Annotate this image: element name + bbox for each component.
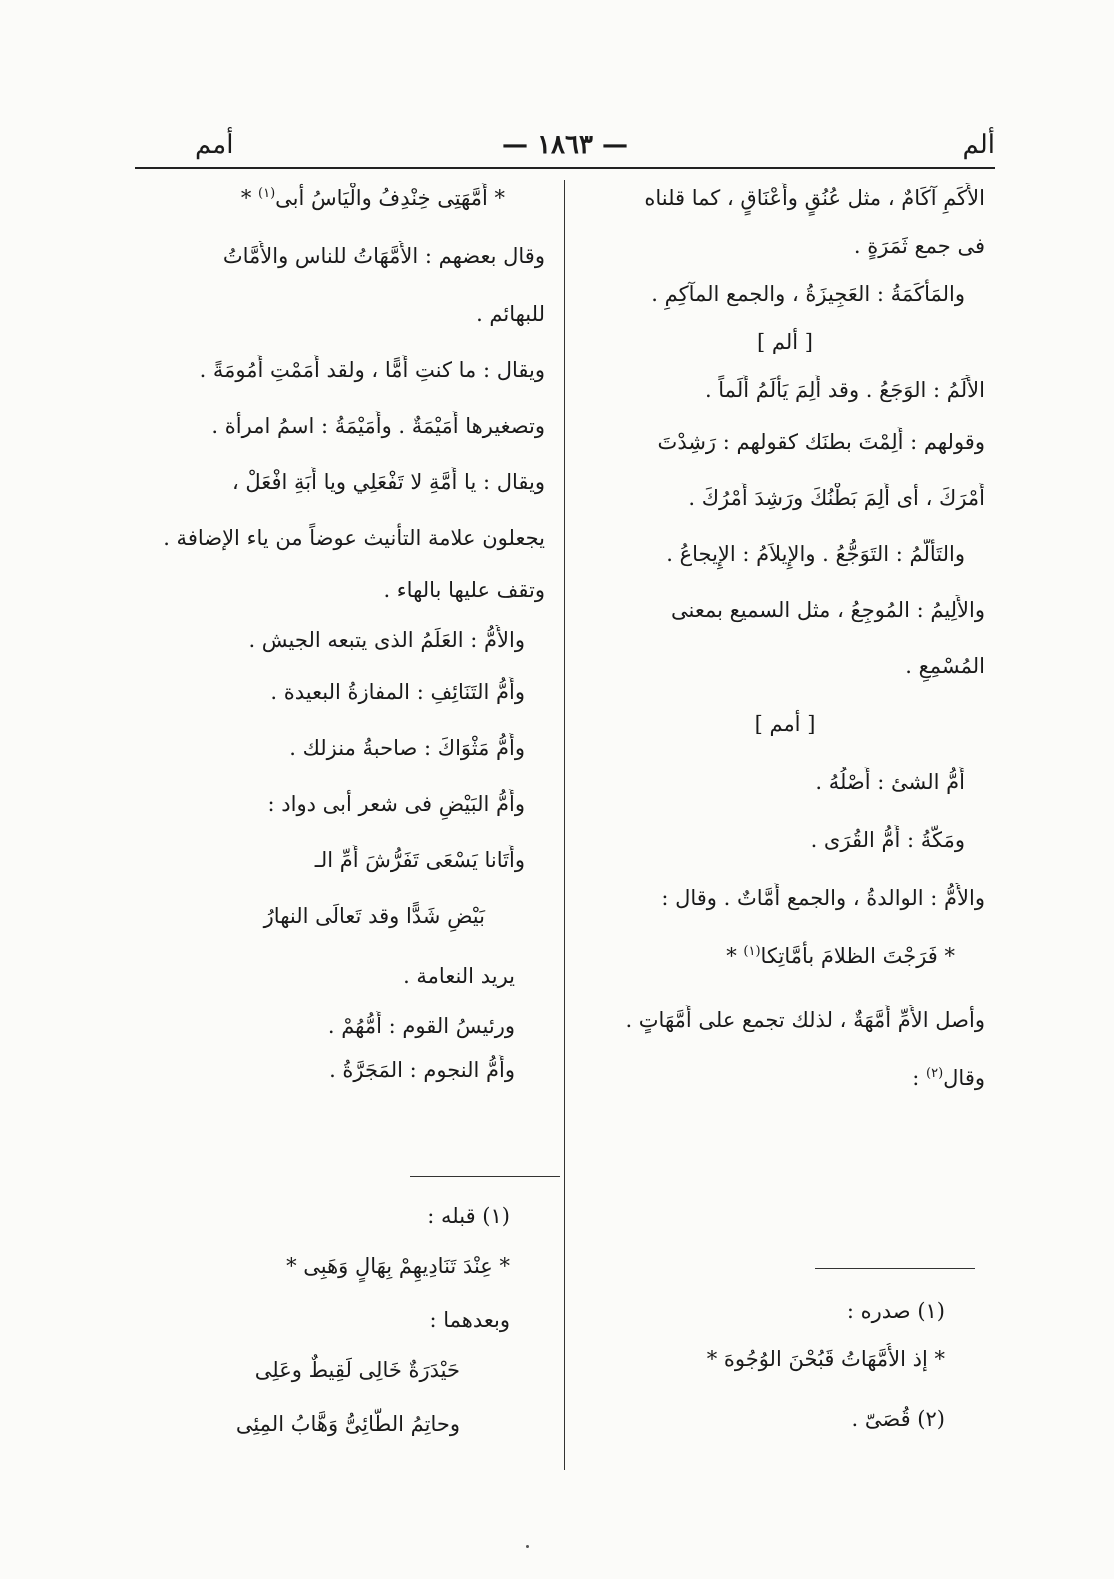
qala-text: وقال <box>943 1066 985 1090</box>
footnote-marker: (١) <box>258 186 276 201</box>
footnote-line: (١) صدره : <box>846 1299 945 1323</box>
text-line: وقولهم : أَلِمْتَ بطنَك كقولهم : رَشِدْتَ <box>657 430 985 454</box>
text-line: وقال بعضهم : الأُمَّهَاتُ للناس والأُمَّاتُ <box>222 244 545 268</box>
colon: : <box>912 1066 920 1090</box>
text-line: والأَلِيمُ : المُوجِعُ ، مثل السميع بمعنى <box>670 598 985 622</box>
entry-heading-alm: [ ألم ] <box>757 330 813 354</box>
verse-line <box>135 183 545 241</box>
footnote-rule <box>410 1176 560 1177</box>
text-line: وأصل الأُمِّ أُمَّهَةٌ ، لذلك تجمع على أُمَّهَاتٍ . <box>625 1008 985 1032</box>
text-line: والأُمُّ : الوالدةُ ، والجمع أُمَّاتٌ . وقال : <box>661 886 985 910</box>
text-line: الأَلَمُ : الوَجَعُ . وقد أَلِمَ يَأْلَمُ أَلَماً . <box>704 378 985 402</box>
footnote-marker: (١) <box>743 944 761 959</box>
footnote-line: وبعدهما : <box>429 1308 510 1332</box>
header-left-keyword: أمم <box>195 130 234 160</box>
text-line: للبهائم . <box>476 302 545 326</box>
footnote-line: (٢) قُصَىّ . <box>851 1407 945 1431</box>
right-column <box>585 183 985 1111</box>
text-line: وتقف عليها بالهاء . <box>383 578 545 602</box>
text-line: يريد النعامة . <box>403 964 515 988</box>
text-line: والأُمُّ : العَلَمُ الذى يتبعه الجيش . <box>248 628 525 652</box>
text-line: الأَكَمِ آكَامٌ ، مثل عُنُقٍ وأَعْنَاقٍ ، كما قلناه <box>644 186 985 210</box>
footnote-marker: (٢) <box>926 1066 944 1081</box>
text-line <box>585 1063 985 1111</box>
text-line: وأُمُّ النجوم : المَجَرَّةُ . <box>329 1058 515 1082</box>
left-column <box>135 183 545 1099</box>
page-header <box>135 130 995 170</box>
footnote-poem-line: وحاتِمُ الطَّائِىُّ وَهَّابُ المِئِى <box>235 1412 460 1436</box>
verse-text: * فَرَجْتَ الظلامَ بأُمَّاتِكا <box>760 944 955 968</box>
footnote-verse: * عِنْدَ تَنَادِيهِمْ بِهَالٍ وَهَبِى * <box>286 1254 510 1278</box>
left-footnotes <box>200 1200 510 1458</box>
footnote-verse: * إذ الأُمَّهَاتُ قَبُحْنَ الوُجُوهَ * <box>706 1347 945 1371</box>
text-line: ورئيسُ القوم : أُمُّهُمْ . <box>327 1014 515 1038</box>
text-line: ويقال : ما كنتِ أُمًّا ، ولقد أَمَمْتِ أُمُومَةً . <box>199 358 545 382</box>
text-line: ومَكَّةُ : أُمُّ القُرَى . <box>810 828 965 852</box>
text-line: وأُمُّ مَثْوَاكَ : صاحبةُ منزلك . <box>289 736 525 760</box>
entry-heading-amm: [ أمم ] <box>754 712 816 736</box>
text-line: والتَأَلُّمُ : التَوَجُّعُ . والإِيلاَمُ : الإِيجاعُ . <box>666 542 965 566</box>
print-speck <box>526 1545 529 1548</box>
header-right-keyword: ألم <box>962 130 995 160</box>
poem-line: بَيْضِ شَدًّا وقد تَعالَى النهارُ <box>263 904 485 928</box>
text-line: وتصغيرها أُمَيْمَةٌ . وأُمَيْمَةُ : اسمُ امرأة . <box>211 414 545 438</box>
verse-text: * أُمَّهَتِى خِنْدِفُ والْيَاسُ أبى <box>275 186 505 210</box>
text-line: والمَأْكَمَةُ : العَجِيزَةُ ، والجمع المآكِمِ . <box>651 282 965 306</box>
text-line: أَمْرَكَ ، أى أَلِمَ بَطْنُكَ ورَشِدَ أَمْرُكَ . <box>688 486 985 510</box>
text-line: أُمُّ الشئ : أَصْلُهُ . <box>815 770 965 794</box>
text-line: فى جمع ثَمَرَةٍ . <box>853 234 985 258</box>
column-divider <box>564 180 565 1470</box>
verse-end-star: * <box>726 944 737 968</box>
text-line: وأُمُّ البَيْضِ فى شعر أبى دواد : <box>267 792 525 816</box>
verse-line <box>585 941 985 1005</box>
poem-line: وأَتَانا يَسْعَى تَفَرُّشَ أُمِّ الـ <box>314 848 525 872</box>
page-number: — ١٨٦٣ — <box>502 130 628 160</box>
text-line: يجعلون علامة التأنيث عوضاً من ياء الإضافة . <box>163 526 545 550</box>
footnote-rule <box>815 1268 975 1269</box>
text-line: ويقال : يا أُمَّةِ لا تَفْعَلِي ويا أَبَةِ افْعَلْ ، <box>231 470 545 494</box>
text-line: المُسْمِعِ . <box>905 654 985 678</box>
right-footnotes <box>700 1295 945 1451</box>
footnote-line: (١) قبله : <box>427 1204 510 1228</box>
verse-end-star: * <box>240 186 252 210</box>
text-line: وأُمُّ التَنَائِفِ : المفازةُ البعيدة . <box>270 680 525 704</box>
header-rule <box>135 167 995 169</box>
footnote-poem-line: حَيْدَرَةٌ خَالِى لَقِيطٌ وعَلِى <box>254 1358 460 1382</box>
